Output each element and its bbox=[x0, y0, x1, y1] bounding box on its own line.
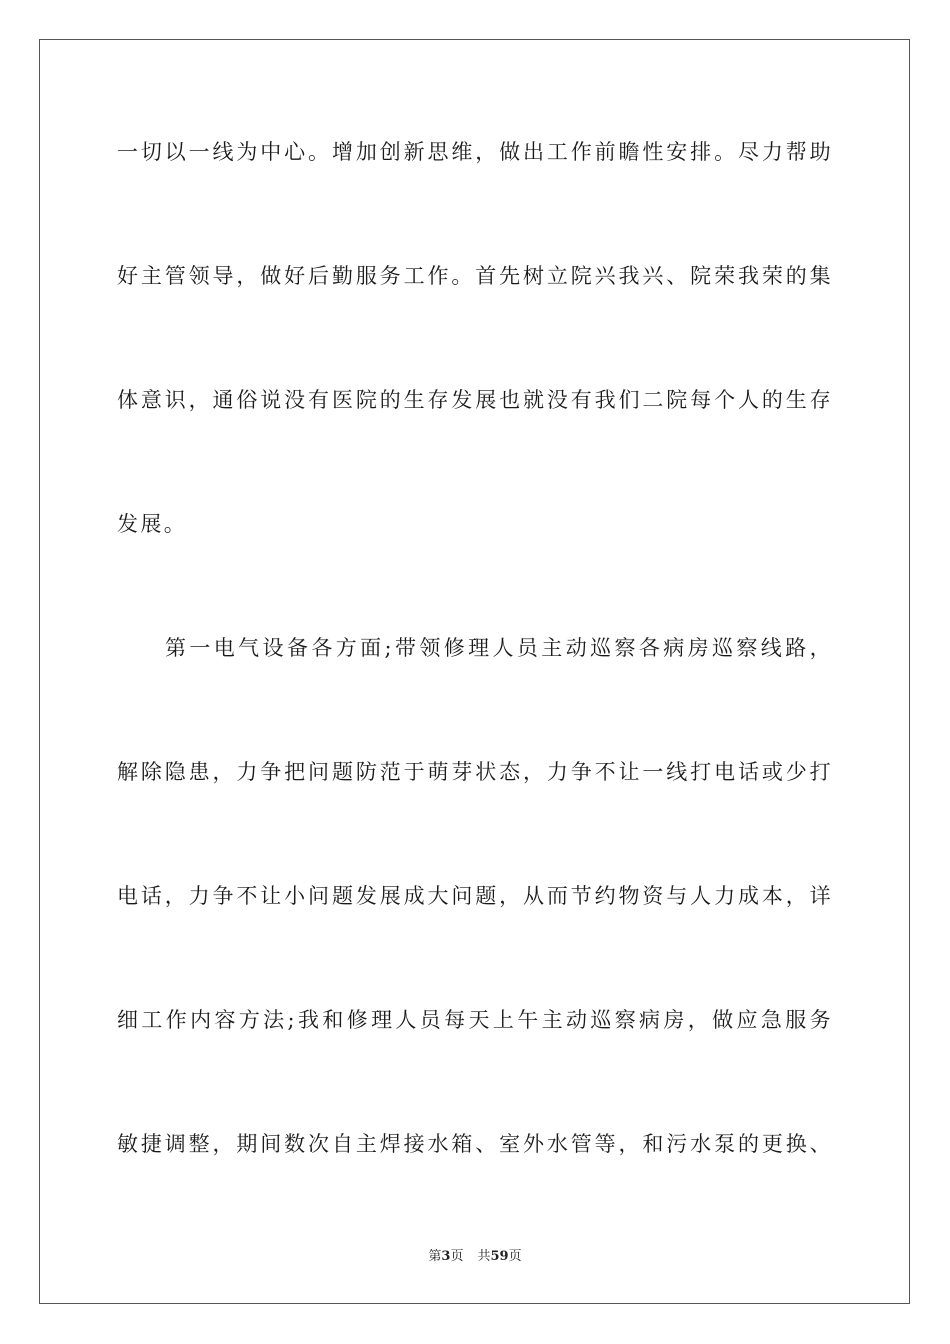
footer-total-pages: 59 bbox=[490, 1249, 509, 1264]
footer-page-prefix: 第 bbox=[428, 1249, 442, 1264]
footer-total-suffix: 页 bbox=[508, 1249, 522, 1264]
page-border bbox=[39, 39, 910, 1304]
body-text-line-9: 敏捷调整，期间数次自主焊接水箱、室外水管等，和污水泵的更换、 bbox=[117, 1132, 833, 1156]
body-text-line-1: 一切以一线为中心。增加创新思维，做出工作前瞻性安排。尽力帮助 bbox=[117, 140, 833, 164]
body-text-line-3: 体意识，通俗说没有医院的生存发展也就没有我们二院每个人的生存 bbox=[117, 388, 833, 412]
body-text-line-4: 发展。 bbox=[117, 512, 188, 536]
body-text-line-7: 电话，力争不让小问题发展成大问题，从而节约物资与人力成本，详 bbox=[117, 884, 833, 908]
paragraph-start-line: 第一电气设备各方面;带领修理人员主动巡察各病房巡察线路， bbox=[165, 636, 833, 660]
body-text-line-6: 解除隐患，力争把问题防范于萌芽状态，力争不让一线打电话或少打 bbox=[117, 760, 833, 784]
footer-page-suffix: 页 bbox=[450, 1249, 464, 1264]
footer-total-prefix: 共 bbox=[477, 1249, 491, 1264]
body-text-line-8: 细工作内容方法;我和修理人员每天上午主动巡察病房，做应急服务 bbox=[117, 1008, 833, 1032]
footer-page-number: 3 bbox=[441, 1249, 451, 1264]
page-footer bbox=[0, 1248, 950, 1266]
body-text-line-2: 好主管领导，做好后勤服务工作。首先树立院兴我兴、院荣我荣的集 bbox=[117, 264, 833, 288]
